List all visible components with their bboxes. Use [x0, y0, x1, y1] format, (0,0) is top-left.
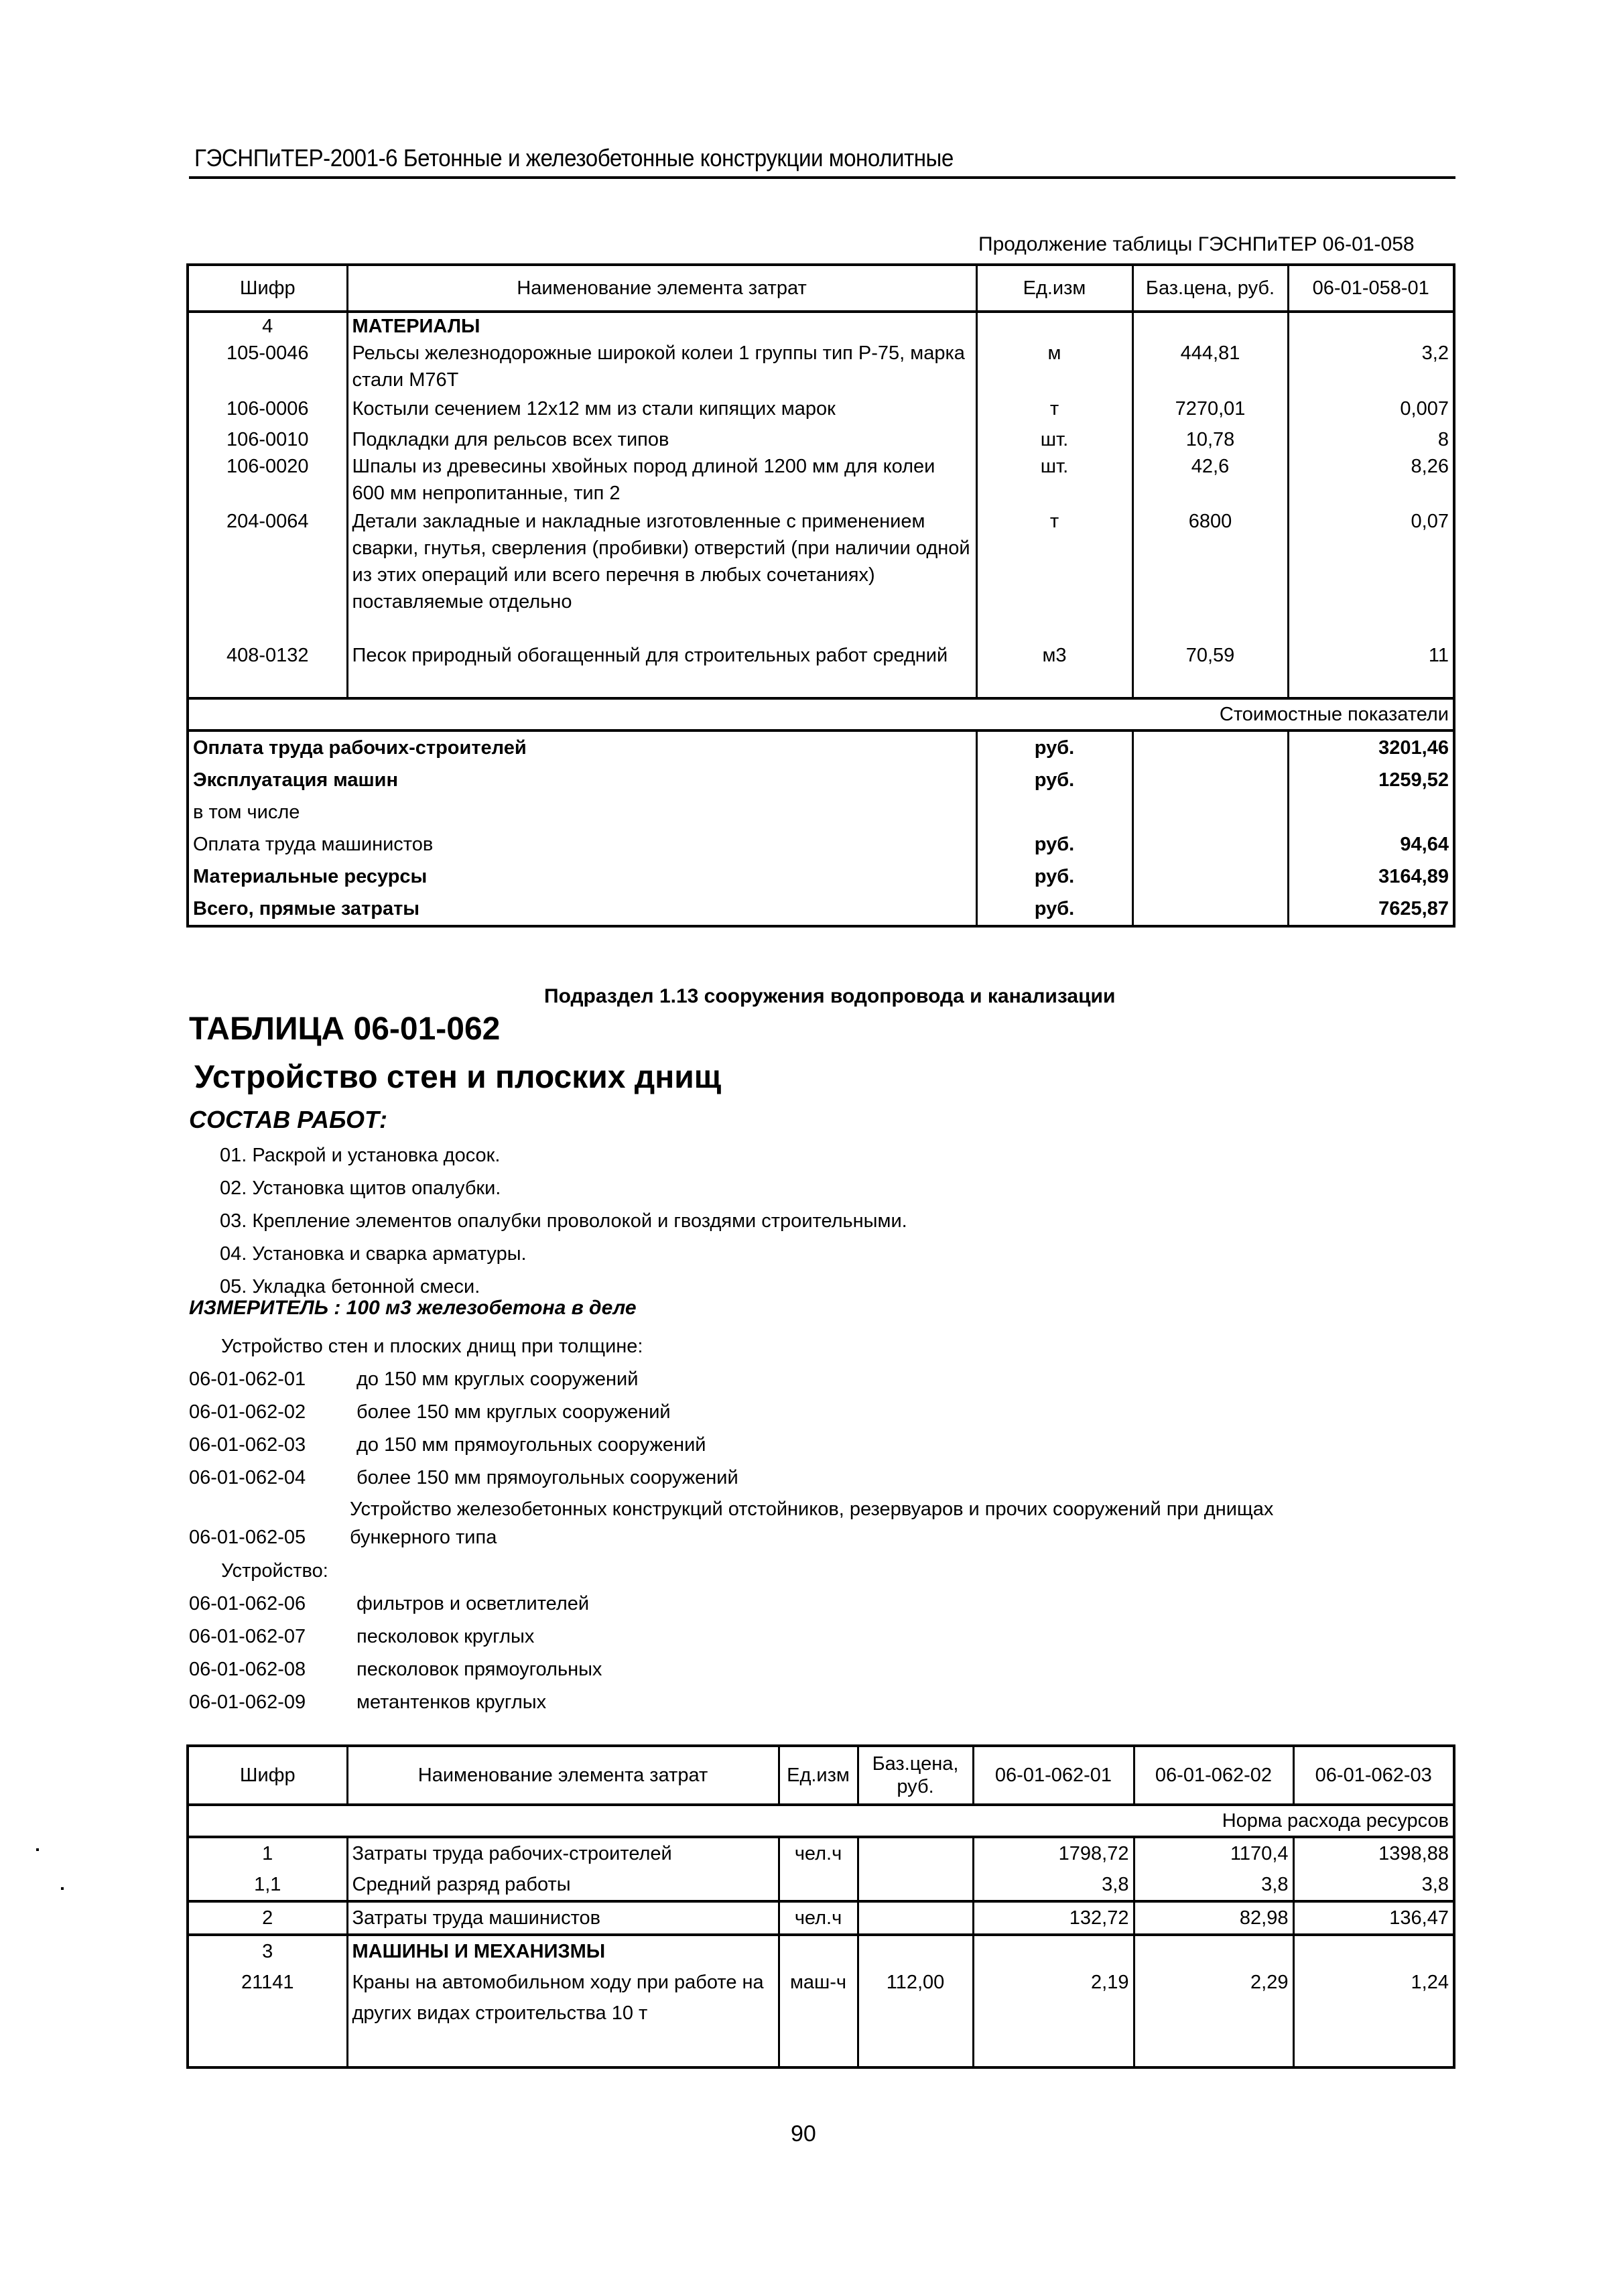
page-number: 90 — [791, 2121, 816, 2147]
table-header-row — [188, 1746, 1454, 1805]
variant-text: более 150 мм прямоугольных сооружений — [356, 1467, 738, 1488]
variant-code: 06-01-062-05 — [189, 1527, 306, 1548]
cost-row — [188, 730, 1454, 764]
cost-value: 1259,52 — [1288, 764, 1454, 796]
variant-code: 06-01-062-02 — [189, 1401, 306, 1423]
table-row — [188, 508, 1454, 642]
variant-code: 06-01-062-09 — [189, 1692, 306, 1713]
norm-caption-row — [188, 1805, 1454, 1837]
work-item: 05. Укладка бетонной смеси. — [220, 1276, 480, 1297]
cell-name: Детали закладные и накладные изготовленные с применением сварки, гнутья, сверления (пробивки) отверстий (при наличии одной из этих операций или всего перечня в любых сочетаниях) поставляемые отдельно — [347, 508, 976, 642]
cell-price: 7270,01 — [1132, 395, 1288, 426]
cell-code: 106-0006 — [226, 398, 309, 420]
cost-caption-row — [188, 698, 1454, 730]
cell-value: 0,07 — [1288, 508, 1454, 642]
cell-price: 6800 — [1132, 508, 1288, 642]
cost-row — [188, 860, 1454, 893]
cell-name: Костыли сечением 12х12 мм из стали кипящих марок — [347, 395, 976, 426]
col-header-code: Шифр — [188, 265, 347, 312]
cost-value: 3164,89 — [1288, 860, 1454, 893]
cost-row — [188, 764, 1454, 796]
cell-price: 42,6 — [1132, 453, 1288, 508]
cell-price — [858, 1901, 973, 1935]
cell-value: 0,007 — [1288, 395, 1454, 426]
section-row — [188, 312, 1454, 340]
cell-code: 1,1 — [188, 1869, 347, 1901]
works-heading: СОСТАВ РАБОТ: — [189, 1106, 387, 1133]
work-item: 03. Крепление элементов опалубки проволокой и гвоздями строительными. — [220, 1210, 907, 1232]
cost-row — [188, 796, 1454, 828]
cell-price: 444,81 — [1132, 340, 1288, 395]
cell-unit: маш-ч — [779, 1967, 858, 2067]
cell-code: 21141 — [241, 1972, 294, 1993]
cell-unit: м3 — [976, 642, 1132, 698]
cell-unit — [779, 1935, 858, 1967]
cell-name: Рельсы железнодорожные широкой колеи 1 группы тип Р-75, марка стали М76Т — [347, 340, 976, 395]
table-row — [188, 1869, 1454, 1901]
cell-unit: шт. — [976, 426, 1132, 453]
cell-v3: 1,24 — [1293, 1967, 1454, 2067]
variant-text: бункерного типа — [350, 1527, 497, 1548]
cell-name: Песок природный обогащенный для строительных работ средний — [347, 642, 976, 698]
cell-price — [858, 1869, 973, 1901]
col-header-price: Баз.цена, руб. — [1132, 265, 1288, 312]
table-row — [188, 1901, 1454, 1935]
cell-value: 8,26 — [1288, 453, 1454, 508]
resource-table-06-01-058 — [186, 263, 1455, 928]
col-header-unit: Ед.изм — [976, 265, 1132, 312]
cell-v2 — [1134, 1935, 1293, 1967]
cost-label: Всего, прямые затраты — [193, 898, 420, 919]
cost-unit: руб. — [976, 730, 1132, 764]
col-header-name: Наименование элемента затрат — [347, 265, 976, 312]
cost-label: Оплата труда рабочих-строителей — [193, 737, 527, 759]
norm-caption: Норма расхода ресурсов — [188, 1805, 1454, 1837]
variant-code: 06-01-062-08 — [189, 1659, 306, 1680]
section-code: 4 — [262, 316, 273, 337]
col-header-code: Шифр — [188, 1746, 347, 1805]
table-row — [188, 1837, 1454, 1869]
variants-list — [189, 1330, 1462, 1719]
cell-price — [858, 1935, 973, 1967]
cell-unit: шт. — [976, 453, 1132, 508]
cell-name: Шпалы из древесины хвойных пород длиной 1200 мм для колеи 600 мм непропитанные, тип 2 — [347, 453, 976, 508]
variant-item — [189, 1524, 1462, 1555]
variant-text: метантенков круглых — [356, 1692, 547, 1713]
variant-item — [189, 1429, 1462, 1462]
table-subtitle: Устройство стен и плоских днищ — [194, 1060, 722, 1095]
cost-label: Материальные ресурсы — [193, 866, 428, 887]
work-item: 04. Установка и сварка арматуры. — [220, 1243, 527, 1265]
cell-v1: 132,72 — [973, 1901, 1134, 1935]
cell-code: 1 — [262, 1843, 273, 1864]
col-header-variant-01: 06-01-062-01 — [973, 1746, 1134, 1805]
table-row — [188, 1967, 1454, 2067]
cell-v3: 136,47 — [1293, 1901, 1454, 1935]
col-header-name: Наименование элемента затрат — [347, 1746, 779, 1805]
cell-price: 70,59 — [1132, 642, 1288, 698]
cell-v1: 2,19 — [973, 1967, 1134, 2067]
table-title: ТАБЛИЦА 06-01-062 — [189, 1011, 501, 1047]
cost-unit: руб. — [976, 764, 1132, 796]
cell-v3 — [1293, 1935, 1454, 1967]
cost-caption: Стоимостные показатели — [188, 698, 1454, 730]
work-item: 01. Раскрой и установка досок. — [220, 1145, 501, 1166]
cell-unit: чел.ч — [779, 1901, 858, 1935]
cell-name: Краны на автомобильном ходу при работе на других видах строительства 10 т — [347, 1967, 779, 2067]
variant-text: до 150 мм прямоугольных сооружений — [356, 1434, 706, 1456]
cost-value — [1288, 796, 1454, 828]
cell-name: Подкладки для рельсов всех типов — [347, 426, 976, 453]
cell-name: Средний разряд работы — [347, 1869, 779, 1901]
cell-unit: т — [976, 508, 1132, 642]
cell-code: 106-0020 — [226, 456, 309, 477]
resource-table-06-01-062 — [186, 1744, 1455, 2069]
variant-code: 06-01-062-06 — [189, 1593, 306, 1614]
cell-v2: 82,98 — [1134, 1901, 1293, 1935]
variant-item — [189, 1620, 1462, 1653]
cell-price: 112,00 — [858, 1967, 973, 2067]
cell-unit — [779, 1869, 858, 1901]
scan-artifact — [36, 1848, 39, 1851]
cell-code: 204-0064 — [226, 511, 309, 532]
variant-item — [189, 1686, 1462, 1719]
section-row — [188, 1935, 1454, 1967]
section-label: МАТЕРИАЛЫ — [347, 312, 976, 340]
running-header: ГЭСНПиТЕР-2001-6 Бетонные и железобетонные конструкции монолитные — [194, 144, 954, 172]
variant-code: 06-01-062-01 — [189, 1368, 306, 1390]
header-rule — [189, 176, 1455, 179]
variants-intro-2: Устройство: — [221, 1560, 328, 1582]
subsection-heading: Подраздел 1.13 сооружения водопровода и канализации — [544, 985, 1116, 1007]
variant-text: более 150 мм круглых сооружений — [356, 1401, 671, 1423]
cell-v3: 3,8 — [1293, 1869, 1454, 1901]
cell-v1: 1798,72 — [973, 1837, 1134, 1869]
cell-value: 3,2 — [1288, 340, 1454, 395]
col-header-variant-03: 06-01-062-03 — [1293, 1746, 1454, 1805]
cell-v2: 1170,4 — [1134, 1837, 1293, 1869]
cost-value: 3201,46 — [1288, 730, 1454, 764]
cell-v2: 3,8 — [1134, 1869, 1293, 1901]
cell-unit: т — [976, 395, 1132, 426]
cell-code: 105-0046 — [226, 342, 309, 364]
works-list — [220, 1139, 907, 1303]
variant-code: 06-01-062-07 — [189, 1626, 306, 1647]
section-code: 3 — [262, 1941, 273, 1962]
cell-name: Затраты труда машинистов — [347, 1901, 779, 1935]
cell-unit: чел.ч — [779, 1837, 858, 1869]
cell-v1 — [973, 1935, 1134, 1967]
table-header-row — [188, 265, 1454, 312]
table-row — [188, 453, 1454, 508]
cell-price — [858, 1837, 973, 1869]
col-header-variant-02: 06-01-062-02 — [1134, 1746, 1293, 1805]
variant-05-prefix: Устройство железобетонных конструкций отстойников, резервуаров и прочих сооружений при днищах — [350, 1498, 1274, 1520]
cell-code: 106-0010 — [226, 429, 309, 450]
cost-unit — [976, 796, 1132, 828]
cost-value: 7625,87 — [1288, 893, 1454, 926]
col-header-variant: 06-01-058-01 — [1288, 265, 1454, 312]
variant-text: фильтров и осветлителей — [356, 1593, 590, 1614]
scan-artifact — [61, 1887, 64, 1890]
col-header-price: Баз.цена, руб. — [858, 1746, 973, 1805]
table-row — [188, 395, 1454, 426]
cost-label: в том числе — [193, 802, 300, 823]
cell-v2: 2,29 — [1134, 1967, 1293, 2067]
table-row — [188, 642, 1454, 698]
cell-value: 8 — [1288, 426, 1454, 453]
cost-unit: руб. — [976, 828, 1132, 860]
variant-item — [189, 1588, 1462, 1620]
cost-value: 94,64 — [1288, 828, 1454, 860]
cost-label: Оплата труда машинистов — [193, 834, 434, 855]
variant-code: 06-01-062-03 — [189, 1434, 306, 1456]
cell-code: 408-0132 — [188, 642, 347, 698]
variant-item — [189, 1653, 1462, 1686]
variant-code: 06-01-062-04 — [189, 1467, 306, 1488]
cell-unit: м — [976, 340, 1132, 395]
work-item: 02. Установка щитов опалубки. — [220, 1177, 501, 1199]
variants-intro: Устройство стен и плоских днищ при толщине: — [221, 1336, 643, 1357]
table-row — [188, 340, 1454, 395]
section-label: МАШИНЫ И МЕХАНИЗМЫ — [347, 1935, 779, 1967]
cell-v3: 1398,88 — [1293, 1837, 1454, 1869]
cost-unit: руб. — [976, 893, 1132, 926]
variant-text: песколовок прямоугольных — [356, 1659, 602, 1680]
variant-text: песколовок круглых — [356, 1626, 535, 1647]
cost-row — [188, 828, 1454, 860]
table-row — [188, 426, 1454, 453]
cell-value: 11 — [1288, 642, 1454, 698]
variant-text: до 150 мм круглых сооружений — [356, 1368, 639, 1390]
cost-row — [188, 893, 1454, 926]
cell-name: Затраты труда рабочих-строителей — [347, 1837, 779, 1869]
cost-unit: руб. — [976, 860, 1132, 893]
cell-v1: 3,8 — [973, 1869, 1134, 1901]
table-continuation-caption: Продолжение таблицы ГЭСНПиТЕР 06-01-058 — [978, 233, 1415, 255]
cost-label: Эксплуатация машин — [193, 769, 399, 791]
cell-price: 10,78 — [1132, 426, 1288, 453]
measure-unit: ИЗМЕРИТЕЛЬ : 100 м3 железобетона в деле — [189, 1297, 637, 1319]
variant-item — [189, 1396, 1462, 1429]
col-header-unit: Ед.изм — [779, 1746, 858, 1805]
cell-code: 2 — [188, 1901, 347, 1935]
variant-item — [189, 1462, 1462, 1494]
variant-item — [189, 1363, 1462, 1396]
